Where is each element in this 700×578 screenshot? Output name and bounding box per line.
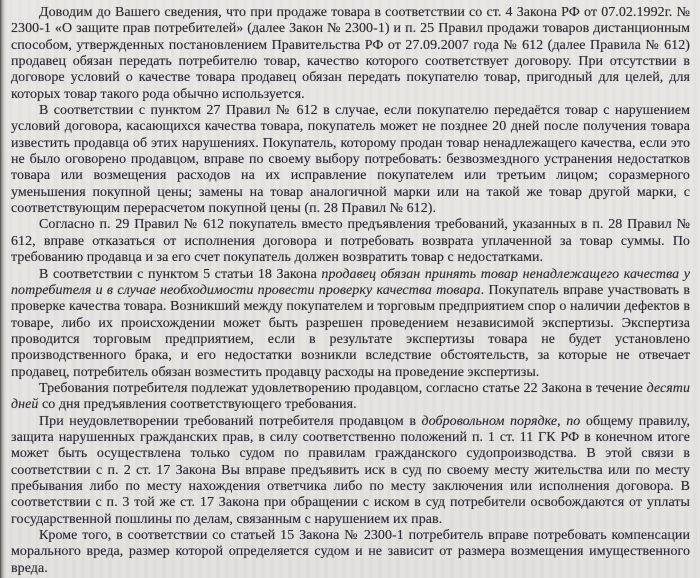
text-run: Согласно п. 29 Правил № 612 покупатель вместо предъявления требований, указанных в п. 28 Правил № 612, вправе отказаться от исполнения договора и потребовать возврата уплаченной за товар суммы. По требованию продавца и за его счет покупатель должен возвратить товар с недостатками. xyxy=(11,217,690,266)
paragraph xyxy=(11,381,690,414)
paragraph xyxy=(11,217,690,266)
italic-text-run: добровольном порядке, по xyxy=(421,413,581,429)
paragraph xyxy=(11,267,690,381)
text-run: В соответствии с пунктом 5 статьи 18 Закона xyxy=(39,266,322,282)
text-run: со дня предъявления соответствующего требования. xyxy=(38,397,357,413)
text-run: При неудовлетворении требований потребителя продавцом в xyxy=(39,413,422,429)
paragraph xyxy=(11,5,690,103)
scan-edge-shadow xyxy=(0,0,7,578)
text-run: Кроме того, в соответствии со статьей 15 Закона № 2300-1 потребитель вправе потребовать компенсации морального вреда, размер которой определяется судом и не зависит от размера возмещения имущественного вреда. xyxy=(11,528,690,576)
italic-text-run: продавец обязан принять товар ненадлежащего качества у потребителя и в случае необходимости провести проверку качества товара xyxy=(11,266,690,298)
text-run: Доводим до Вашего сведения, что при продаже товара в соответствии со ст. 4 Закона РФ от 07.02.1992г. № 2300-1 «О защите прав потребителей» (далее Закон № 2300-1) и п. 25 Правил продажи товаров дистанционным способом, утвержденных постановлением Правительства РФ от 27.09.2007 года № 612 (далее Правила № 612) продавец обязан передать потребителю товар, качество которого соответствует договору. При отсутствии в договоре условий о качестве товара продавец обязан передать покупателю товар, пригодный для целей, для которых товар такого рода обычно используется. xyxy=(11,5,690,102)
paragraph xyxy=(11,103,690,217)
paragraph xyxy=(11,528,690,577)
paragraph xyxy=(11,414,690,528)
text-run: В соответствии с пунктом 27 Правил № 612 в случае, если покупателю передаётся товар с нарушением условий договора, касающихся качества товара, покупатель может не позднее 20 дней после получения товара известить продавца об этих нарушениях. Покупатель, которому продан товар ненадлежащего качества, если это не было оговорено продавцом, вправе по своему выбору потребовать: безвозмездного устранения недостатков товара или возмещения расходов на их исправление покупателем или третьим лицом; соразмерного уменьшения покупной цены; замены на товар аналогичной марки или на такой же товар другой марки, с соответствующим перерасчетом покупной цены (п. 28 Правил № 612). xyxy=(11,103,690,217)
text-run: Требования потребителя подлежат удовлетворению продавцом, согласно статье 22 Закона в течение xyxy=(39,380,647,396)
text-run: общему правилу, защита нарушенных гражданских прав, в силу соответственно положений п. 1 ст. 11 ГК РФ в конечном итоге может быть осуществлена только судом по правилам гражданского судопроизводства. В этой связи в соответствии с п. 2 ст. 17 Закона Вы вправе предъявить иск в суд по своему месту жительства или по месту пребывания либо по месту нахождения ответчика либо по месту заключения или исполнения договора. В соответствии с п. 3 той же ст. 17 Закона при обращении с иском в суд потребители освобождаются от уплаты государственной пошлины по делам, связанным с нарушением их прав. xyxy=(11,413,691,527)
letter-body-text xyxy=(11,5,690,577)
italic-text-run: десяти дней xyxy=(11,380,690,413)
text-run: . Покупатель вправе участвовать в проверке качества товара. Возникший между покупателем и торговым предприятием спор о наличии дефектов в товаре, либо их происхождении может быть разрешен проведением независимой экспертизы. Экспертиза проводится торговым предприятием, если в результате экспертизы товара не будет установлено производственного брака, и его недостатки возникли вследствие обстоятельств, за которые не отвечает продавец, потребитель обязан возместить продавцу расходы на проведение экспертизы. xyxy=(11,282,690,380)
